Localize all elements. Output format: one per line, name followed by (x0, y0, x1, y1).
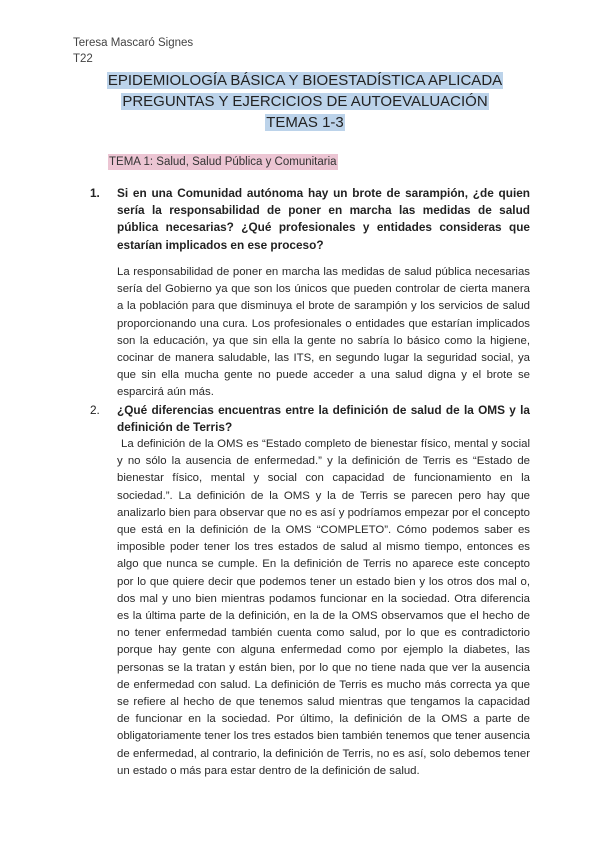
author-name: Teresa Mascaró Signes (73, 37, 194, 49)
title-line-1-text: EPIDEMIOLOGÍA BÁSICA Y BIOESTADÍSTICA APLICADA (107, 72, 503, 89)
title-line-1 (73, 70, 537, 91)
question-1-text: Si en una Comunidad autónoma hay un brote de sarampión, ¿de quien sería la responsabilidad de poner en marcha las medidas de salud pública necesarias? ¿Qué profesionales y entidades consideras que estarían implicados en ese proceso? (117, 186, 530, 252)
title-line-2-text: PREGUNTAS Y EJERCICIOS DE AUTOEVALUACIÓN (122, 93, 488, 110)
title-line-2 (73, 91, 537, 112)
title-line-3 (73, 112, 537, 133)
course-code: T22 (73, 53, 93, 65)
title-line-3-text: TEMAS 1-3 (266, 114, 344, 131)
question-2-number: 2. (90, 403, 100, 417)
question-2 (90, 402, 530, 436)
question-1-number: 1. (90, 186, 100, 200)
answer-2: La definición de la OMS es “Estado completo de bienestar físico, mental y social y no sólo la ausencia de enfermedad.” y la definición de Terris es “Estado de bienestar físico, mental y social con capacidad de funcionamiento en la sociedad.”. La definición de la OMS y la de Terris se parecen pero hay que analizarlo bien para observar que no es así y podríamos empezar por el concepto que está en la definición de la OMS “COMPLETO”. Cómo podemos saber es imposible poder tener los tres estados de salud al mismo tiempo, entonces es algo que nunca se cumple. En la definición de Terris no aparece este concepto por lo que quiere decir que podemos tener un estado bien y los otros dos mal o, dos mal y uno bien mientras podamos funcionar en la sociedad. Otra diferencia es la última parte de la definición, en la de la OMS observamos que el hecho de no tener enfermedad también cuenta como salud, por lo que es contradictorio porque hay gente con alguna enfermedad como por ejemplo la diabetes, las personas se la tratan y están bien, por lo que no tiene nada que ver la ausencia de enfermedad con salud. La definición de Terris es mucho más correcta ya que se refiere al hecho de que tenemos salud mientras que tengamos la capacidad de funcionar en la sociedad. Por último, la definición de la OMS a parte de obligatoriamente tener los tres estados bien también tenemos que tener ausencia de enfermedad, al contrario, la definición de Terris, no es así, solo debemos tener un estado o más para estar dentro de la definición de salud. (117, 438, 530, 777)
question-2-text: ¿Qué diferencias encuentras entre la definición de salud de la OMS y la definición de Terris? (117, 403, 530, 435)
answer-1: La responsabilidad de poner en marcha las medidas de salud pública necesarias sería del Gobierno ya que son los únicos que pueden controlar de cierta manera a la población para que disminuya el brote de sarampión y los servicios de salud proporcionando una cura. Los profesionales o entidades que estarían implicados son la educación, ya que sin ella la gente no sabría lo básico como la higiene, cocinar de manera saludable, las ITS, en segundo lugar la seguridad social, ya que sin ella mucha gente no puede acceder a una salud digna y el brote se esparcirá aún más. (117, 266, 530, 399)
document-title-block (73, 70, 537, 133)
question-1 (90, 185, 530, 254)
topic-heading: TEMA 1: Salud, Salud Pública y Comunitaria (109, 156, 337, 168)
